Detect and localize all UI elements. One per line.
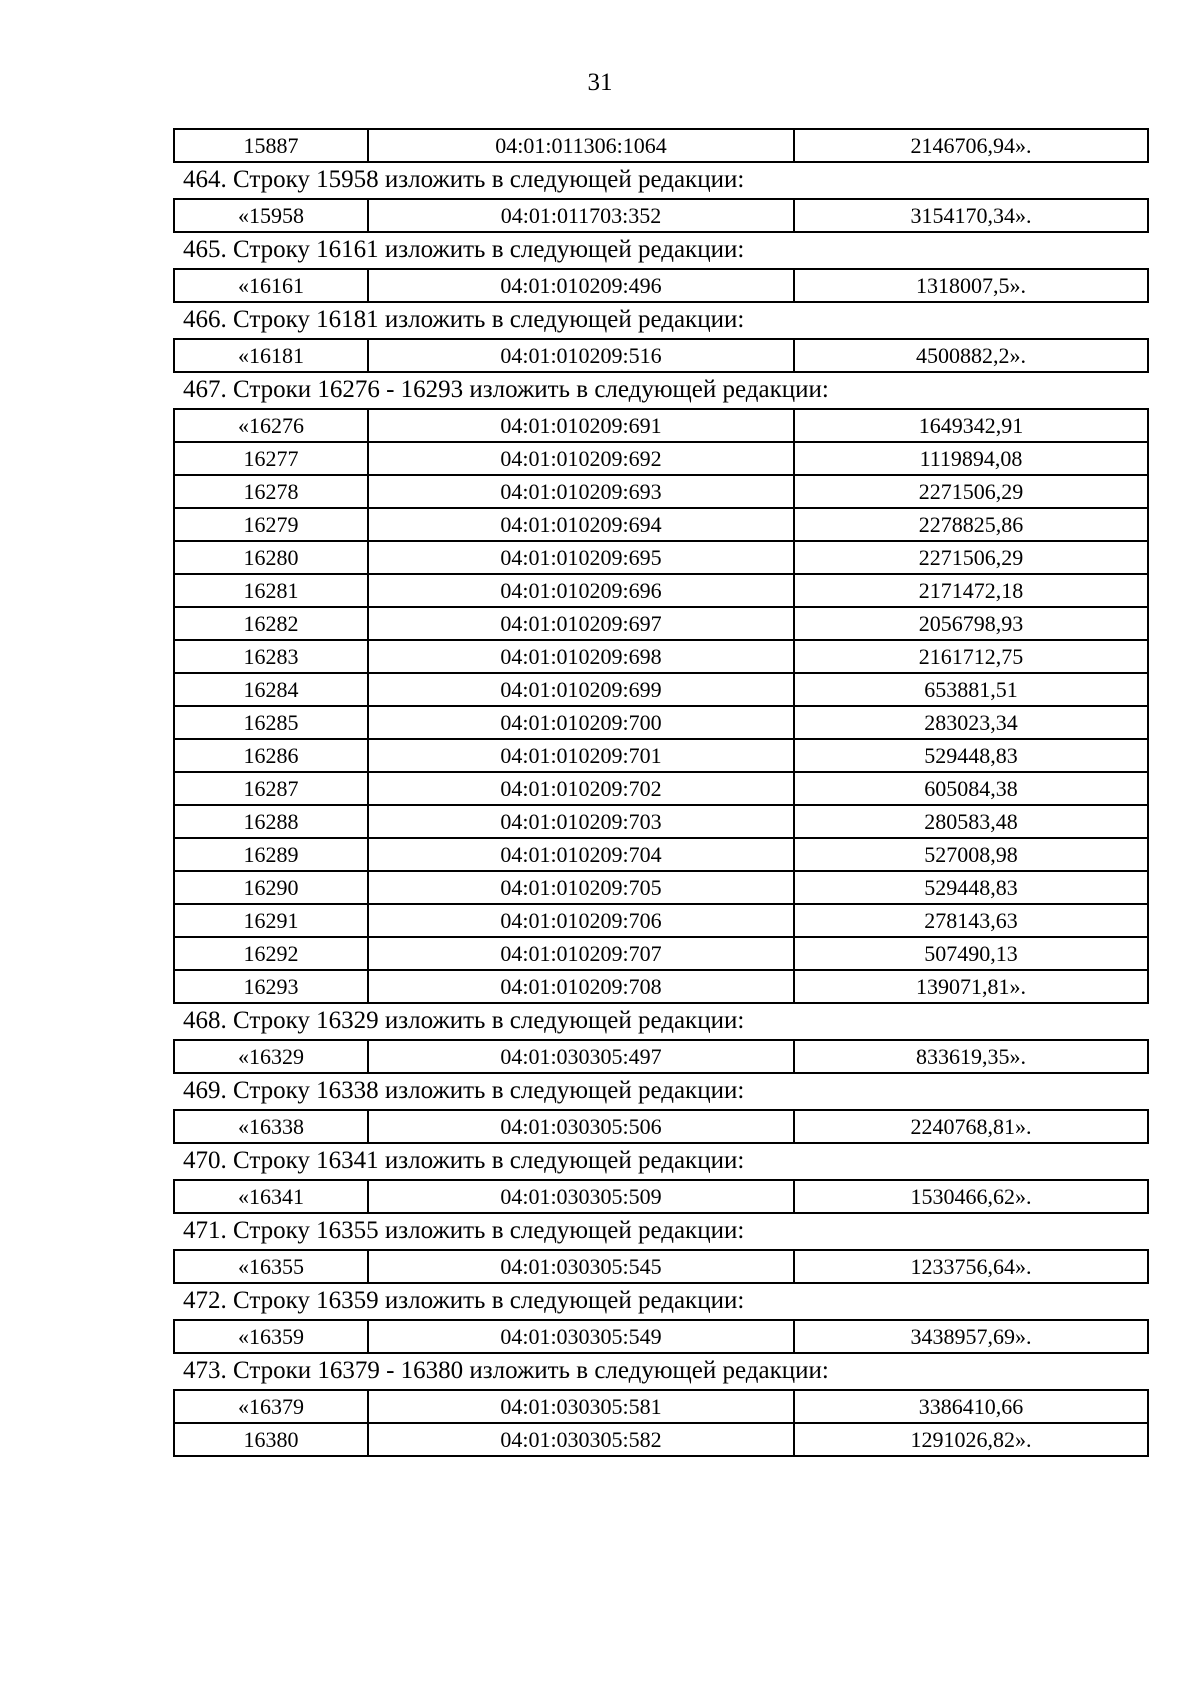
row-number-cell: «16181 xyxy=(174,339,368,372)
value-cell: 507490,13 xyxy=(794,937,1148,970)
table-row xyxy=(174,1040,1148,1073)
cadastral-number-cell: 04:01:010209:699 xyxy=(368,673,794,706)
amendment-instruction: 473. Строки 16379 - 16380 изложить в следующей редакции: xyxy=(183,1357,829,1384)
cadastral-number-cell: 04:01:010209:693 xyxy=(368,475,794,508)
table-row xyxy=(174,805,1148,838)
cadastral-number-cell: 04:01:010209:700 xyxy=(368,706,794,739)
value-cell: 605084,38 xyxy=(794,772,1148,805)
cadastral-number-cell: 04:01:030305:581 xyxy=(368,1390,794,1423)
row-number-cell: «15958 xyxy=(174,199,368,232)
table-row xyxy=(174,574,1148,607)
row-number-cell: 16291 xyxy=(174,904,368,937)
row-number-cell: 16277 xyxy=(174,442,368,475)
value-cell: 653881,51 xyxy=(794,673,1148,706)
table-row xyxy=(174,1423,1148,1456)
value-cell: 139071,81». xyxy=(794,970,1148,1003)
cadastral-number-cell: 04:01:010209:698 xyxy=(368,640,794,673)
amendment-instruction: 470. Строку 16341 изложить в следующей редакции: xyxy=(183,1147,745,1174)
amendment-table xyxy=(173,1179,1149,1214)
table-row xyxy=(174,739,1148,772)
amendment-instruction: 466. Строку 16181 изложить в следующей редакции: xyxy=(183,306,745,333)
row-number-cell: «16276 xyxy=(174,409,368,442)
row-number-cell: «16355 xyxy=(174,1250,368,1283)
value-cell: 2271506,29 xyxy=(794,475,1148,508)
cadastral-number-cell: 04:01:010209:695 xyxy=(368,541,794,574)
table-row xyxy=(174,838,1148,871)
row-number-cell: 16293 xyxy=(174,970,368,1003)
table-row xyxy=(174,508,1148,541)
table-row xyxy=(174,442,1148,475)
value-cell: 2171472,18 xyxy=(794,574,1148,607)
value-cell: 1233756,64». xyxy=(794,1250,1148,1283)
table-row xyxy=(174,129,1148,162)
cadastral-number-cell: 04:01:011306:1064 xyxy=(368,129,794,162)
cadastral-number-cell: 04:01:010209:691 xyxy=(368,409,794,442)
table-row xyxy=(174,706,1148,739)
table-row xyxy=(174,1390,1148,1423)
table-row xyxy=(174,1180,1148,1213)
cadastral-number-cell: 04:01:010209:708 xyxy=(368,970,794,1003)
row-number-cell: 16279 xyxy=(174,508,368,541)
table-row xyxy=(174,1250,1148,1283)
amendment-table xyxy=(173,1109,1149,1144)
table-row xyxy=(174,541,1148,574)
amendment-instruction: 469. Строку 16338 изложить в следующей редакции: xyxy=(183,1077,745,1104)
row-number-cell: 15887 xyxy=(174,129,368,162)
document-body xyxy=(173,128,1147,1457)
table-row xyxy=(174,475,1148,508)
cadastral-number-cell: 04:01:010209:692 xyxy=(368,442,794,475)
cadastral-number-cell: 04:01:010209:706 xyxy=(368,904,794,937)
row-number-cell: 16380 xyxy=(174,1423,368,1456)
table-row xyxy=(174,904,1148,937)
row-number-cell: 16283 xyxy=(174,640,368,673)
row-number-cell: 16278 xyxy=(174,475,368,508)
value-cell: 3154170,34». xyxy=(794,199,1148,232)
cadastral-number-cell: 04:01:010209:702 xyxy=(368,772,794,805)
row-number-cell: 16282 xyxy=(174,607,368,640)
cadastral-number-cell: 04:01:010209:694 xyxy=(368,508,794,541)
cadastral-number-cell: 04:01:030305:506 xyxy=(368,1110,794,1143)
table-row xyxy=(174,937,1148,970)
row-number-cell: «16359 xyxy=(174,1320,368,1353)
cadastral-number-cell: 04:01:010209:516 xyxy=(368,339,794,372)
value-cell: 1291026,82». xyxy=(794,1423,1148,1456)
table-row xyxy=(174,607,1148,640)
cadastral-number-cell: 04:01:030305:549 xyxy=(368,1320,794,1353)
table-row xyxy=(174,772,1148,805)
table-row xyxy=(174,673,1148,706)
cadastral-number-cell: 04:01:010209:701 xyxy=(368,739,794,772)
amendment-instruction: 467. Строки 16276 - 16293 изложить в следующей редакции: xyxy=(183,376,829,403)
row-number-cell: «16338 xyxy=(174,1110,368,1143)
value-cell: 4500882,2». xyxy=(794,339,1148,372)
cadastral-number-cell: 04:01:010209:496 xyxy=(368,269,794,302)
amendment-instruction: 472. Строку 16359 изложить в следующей редакции: xyxy=(183,1287,745,1314)
cadastral-number-cell: 04:01:010209:707 xyxy=(368,937,794,970)
value-cell: 2240768,81». xyxy=(794,1110,1148,1143)
cadastral-number-cell: 04:01:030305:497 xyxy=(368,1040,794,1073)
value-cell: 3438957,69». xyxy=(794,1320,1148,1353)
value-cell: 1318007,5». xyxy=(794,269,1148,302)
row-number-cell: 16289 xyxy=(174,838,368,871)
row-number-cell: «16379 xyxy=(174,1390,368,1423)
cadastral-number-cell: 04:01:030305:582 xyxy=(368,1423,794,1456)
cadastral-number-cell: 04:01:011703:352 xyxy=(368,199,794,232)
value-cell: 3386410,66 xyxy=(794,1390,1148,1423)
row-number-cell: 16280 xyxy=(174,541,368,574)
value-cell: 2271506,29 xyxy=(794,541,1148,574)
row-number-cell: 16288 xyxy=(174,805,368,838)
amendment-table xyxy=(173,198,1149,233)
row-number-cell: «16341 xyxy=(174,1180,368,1213)
amendment-table xyxy=(173,1039,1149,1074)
value-cell: 1530466,62». xyxy=(794,1180,1148,1213)
cadastral-number-cell: 04:01:010209:704 xyxy=(368,838,794,871)
table-row xyxy=(174,269,1148,302)
table-row xyxy=(174,339,1148,372)
cadastral-number-cell: 04:01:030305:509 xyxy=(368,1180,794,1213)
amendment-table xyxy=(173,1319,1149,1354)
value-cell: 1649342,91 xyxy=(794,409,1148,442)
value-cell: 280583,48 xyxy=(794,805,1148,838)
value-cell: 2161712,75 xyxy=(794,640,1148,673)
value-cell: 529448,83 xyxy=(794,739,1148,772)
table-row xyxy=(174,1110,1148,1143)
value-cell: 278143,63 xyxy=(794,904,1148,937)
amendment-table xyxy=(173,268,1149,303)
row-number-cell: 16290 xyxy=(174,871,368,904)
amendment-instruction: 471. Строку 16355 изложить в следующей редакции: xyxy=(183,1217,745,1244)
row-number-cell: 16281 xyxy=(174,574,368,607)
row-number-cell: 16286 xyxy=(174,739,368,772)
table-row xyxy=(174,970,1148,1003)
amendment-instruction: 468. Строку 16329 изложить в следующей редакции: xyxy=(183,1007,745,1034)
table-row xyxy=(174,640,1148,673)
table-row xyxy=(174,871,1148,904)
table-row xyxy=(174,199,1148,232)
page-number: 31 xyxy=(587,69,613,96)
value-cell: 833619,35». xyxy=(794,1040,1148,1073)
value-cell: 2056798,93 xyxy=(794,607,1148,640)
amendment-table xyxy=(173,128,1149,163)
value-cell: 283023,34 xyxy=(794,706,1148,739)
row-number-cell: 16292 xyxy=(174,937,368,970)
value-cell: 1119894,08 xyxy=(794,442,1148,475)
amendment-table xyxy=(173,1389,1149,1457)
value-cell: 529448,83 xyxy=(794,871,1148,904)
row-number-cell: «16161 xyxy=(174,269,368,302)
value-cell: 2146706,94». xyxy=(794,129,1148,162)
amendment-instruction: 465. Строку 16161 изложить в следующей редакции: xyxy=(183,236,745,263)
row-number-cell: «16329 xyxy=(174,1040,368,1073)
value-cell: 527008,98 xyxy=(794,838,1148,871)
cadastral-number-cell: 04:01:010209:705 xyxy=(368,871,794,904)
table-row xyxy=(174,1320,1148,1353)
cadastral-number-cell: 04:01:010209:697 xyxy=(368,607,794,640)
table-row xyxy=(174,409,1148,442)
row-number-cell: 16285 xyxy=(174,706,368,739)
cadastral-number-cell: 04:01:010209:703 xyxy=(368,805,794,838)
row-number-cell: 16287 xyxy=(174,772,368,805)
amendment-instruction: 464. Строку 15958 изложить в следующей редакции: xyxy=(183,166,745,193)
row-number-cell: 16284 xyxy=(174,673,368,706)
amendment-table xyxy=(173,338,1149,373)
amendment-table xyxy=(173,1249,1149,1284)
cadastral-number-cell: 04:01:030305:545 xyxy=(368,1250,794,1283)
value-cell: 2278825,86 xyxy=(794,508,1148,541)
amendment-table xyxy=(173,408,1149,1004)
cadastral-number-cell: 04:01:010209:696 xyxy=(368,574,794,607)
